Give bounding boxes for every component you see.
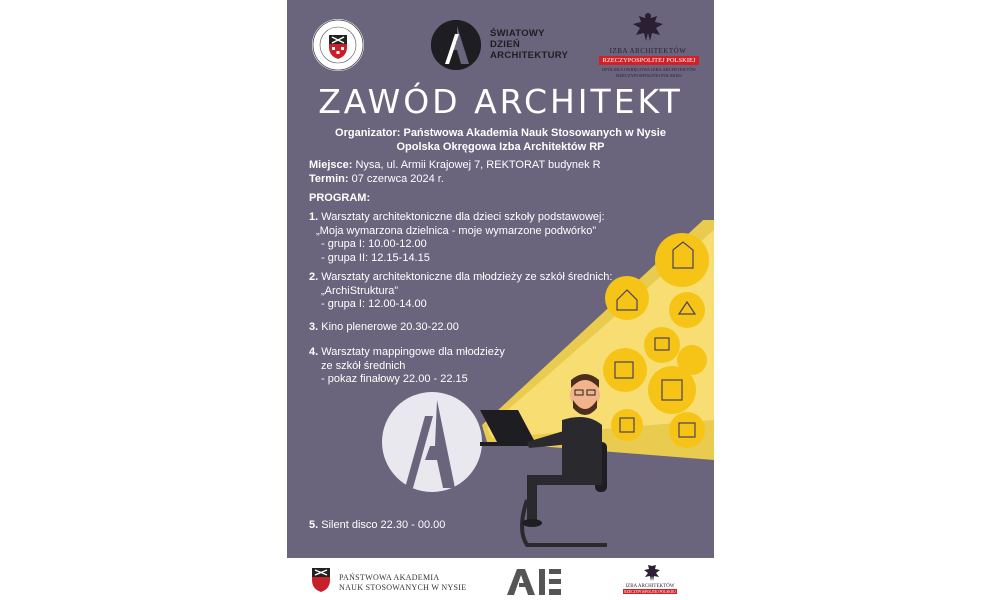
- ia-subtitle-line: RZECZYPOSPOLITEJ POLSKIEJ: [616, 72, 682, 78]
- program-line: [309, 346, 505, 360]
- program-text: Warsztaty mappingowe dla młodzieży: [321, 346, 505, 358]
- ia-red-band: RZECZYPOSPOLITEJ POLSKIEJ: [599, 56, 699, 65]
- program-text: Silent disco 22.30 - 00.00: [321, 519, 446, 531]
- pansn-shield-icon: [311, 567, 331, 593]
- program-text: Warsztaty architektoniczne dla młodzieży ze szkół średnich:: [321, 271, 613, 283]
- poster: [287, 0, 714, 600]
- sda-logo-icon: [431, 20, 481, 70]
- footer-ia-name: IZBA ARCHITEKTÓW: [625, 584, 675, 589]
- program-line: - pokaz finałowy 22.00 - 22.15: [321, 373, 468, 385]
- footer-pansn-name: [339, 573, 466, 592]
- program-line: [309, 321, 459, 335]
- sda-text-line: DZIEŃ: [490, 39, 520, 50]
- program-number: 5.: [309, 519, 319, 531]
- program-line: [309, 519, 445, 533]
- poster-panel: [287, 0, 714, 558]
- organizer: [287, 127, 714, 154]
- event-info: [309, 159, 601, 186]
- program-line: [309, 271, 612, 285]
- program-item: [309, 346, 505, 387]
- program-item: [309, 271, 612, 312]
- program-number: 3.: [309, 321, 319, 333]
- ia-subtitle: [593, 67, 705, 78]
- date-value: 07 czerwca 2024 r.: [348, 172, 444, 185]
- program-item: [309, 519, 445, 533]
- footer-ia-logo-icon: [617, 562, 683, 598]
- pansn-seal-icon: [312, 19, 364, 71]
- program-line: - grupa I: 12.00-14.00: [321, 298, 427, 310]
- sda-text-line: ŚWIATOWY: [490, 28, 545, 39]
- ia-subtitle-line: OPOLSKA OKRĘGOWA IZBA ARCHITEKTÓW: [601, 67, 697, 72]
- ai-logo-icon: [505, 567, 563, 595]
- organizer-line: Organizator: Państwowa Akademia Nauk Stosowanych w Nysie: [335, 127, 666, 139]
- program-item: [309, 211, 605, 265]
- sda-logo-text: [490, 28, 568, 61]
- footer-ia-red-band: RZECZYPOSPOLITEJ POLSKIEJ: [624, 590, 676, 594]
- program-text: Warsztaty architektoniczne dla dzieci szkoły podstawowej:: [321, 211, 605, 223]
- program-text: Kino plenerowe 20.30-22.00: [321, 321, 459, 333]
- date-label: Termin:: [309, 172, 349, 185]
- program-line: [309, 211, 605, 225]
- organizer-line: Opolska Okręgowa Izba Architektów RP: [396, 140, 605, 153]
- program-number: 1.: [309, 211, 319, 223]
- program-item: [309, 321, 459, 335]
- place-value: Nysa, ul. Armii Krajowej 7, REKTORAT budynek R: [352, 159, 601, 171]
- program-line: ze szkół średnich: [321, 359, 406, 372]
- place-row: [309, 159, 601, 173]
- program-heading: PROGRAM:: [309, 192, 371, 204]
- program-line: „Moja wymarzona dzielnica - moje wymarzone podwórko”: [316, 224, 596, 237]
- footer-pansn-line: NAUK STOSOWANYCH W NYSIE: [339, 582, 467, 592]
- page-title: ZAWÓD ARCHITEKT: [318, 82, 683, 121]
- place-label: Miejsce:: [309, 159, 353, 171]
- program-number: 2.: [309, 271, 319, 283]
- ia-name: IZBA ARCHITEKTÓW: [609, 47, 687, 55]
- program-number: 4.: [309, 346, 319, 358]
- footer-pansn-line: PAŃSTWOWA AKADEMIA: [339, 573, 440, 582]
- program-line: - grupa II: 12.15-14.15: [321, 251, 430, 264]
- program-line: „ArchiStruktura”: [321, 284, 399, 297]
- sda-text-line: ARCHITEKTURY: [490, 50, 569, 61]
- program-line: - grupa I: 10.00-12.00: [321, 238, 427, 250]
- date-row: [309, 173, 601, 187]
